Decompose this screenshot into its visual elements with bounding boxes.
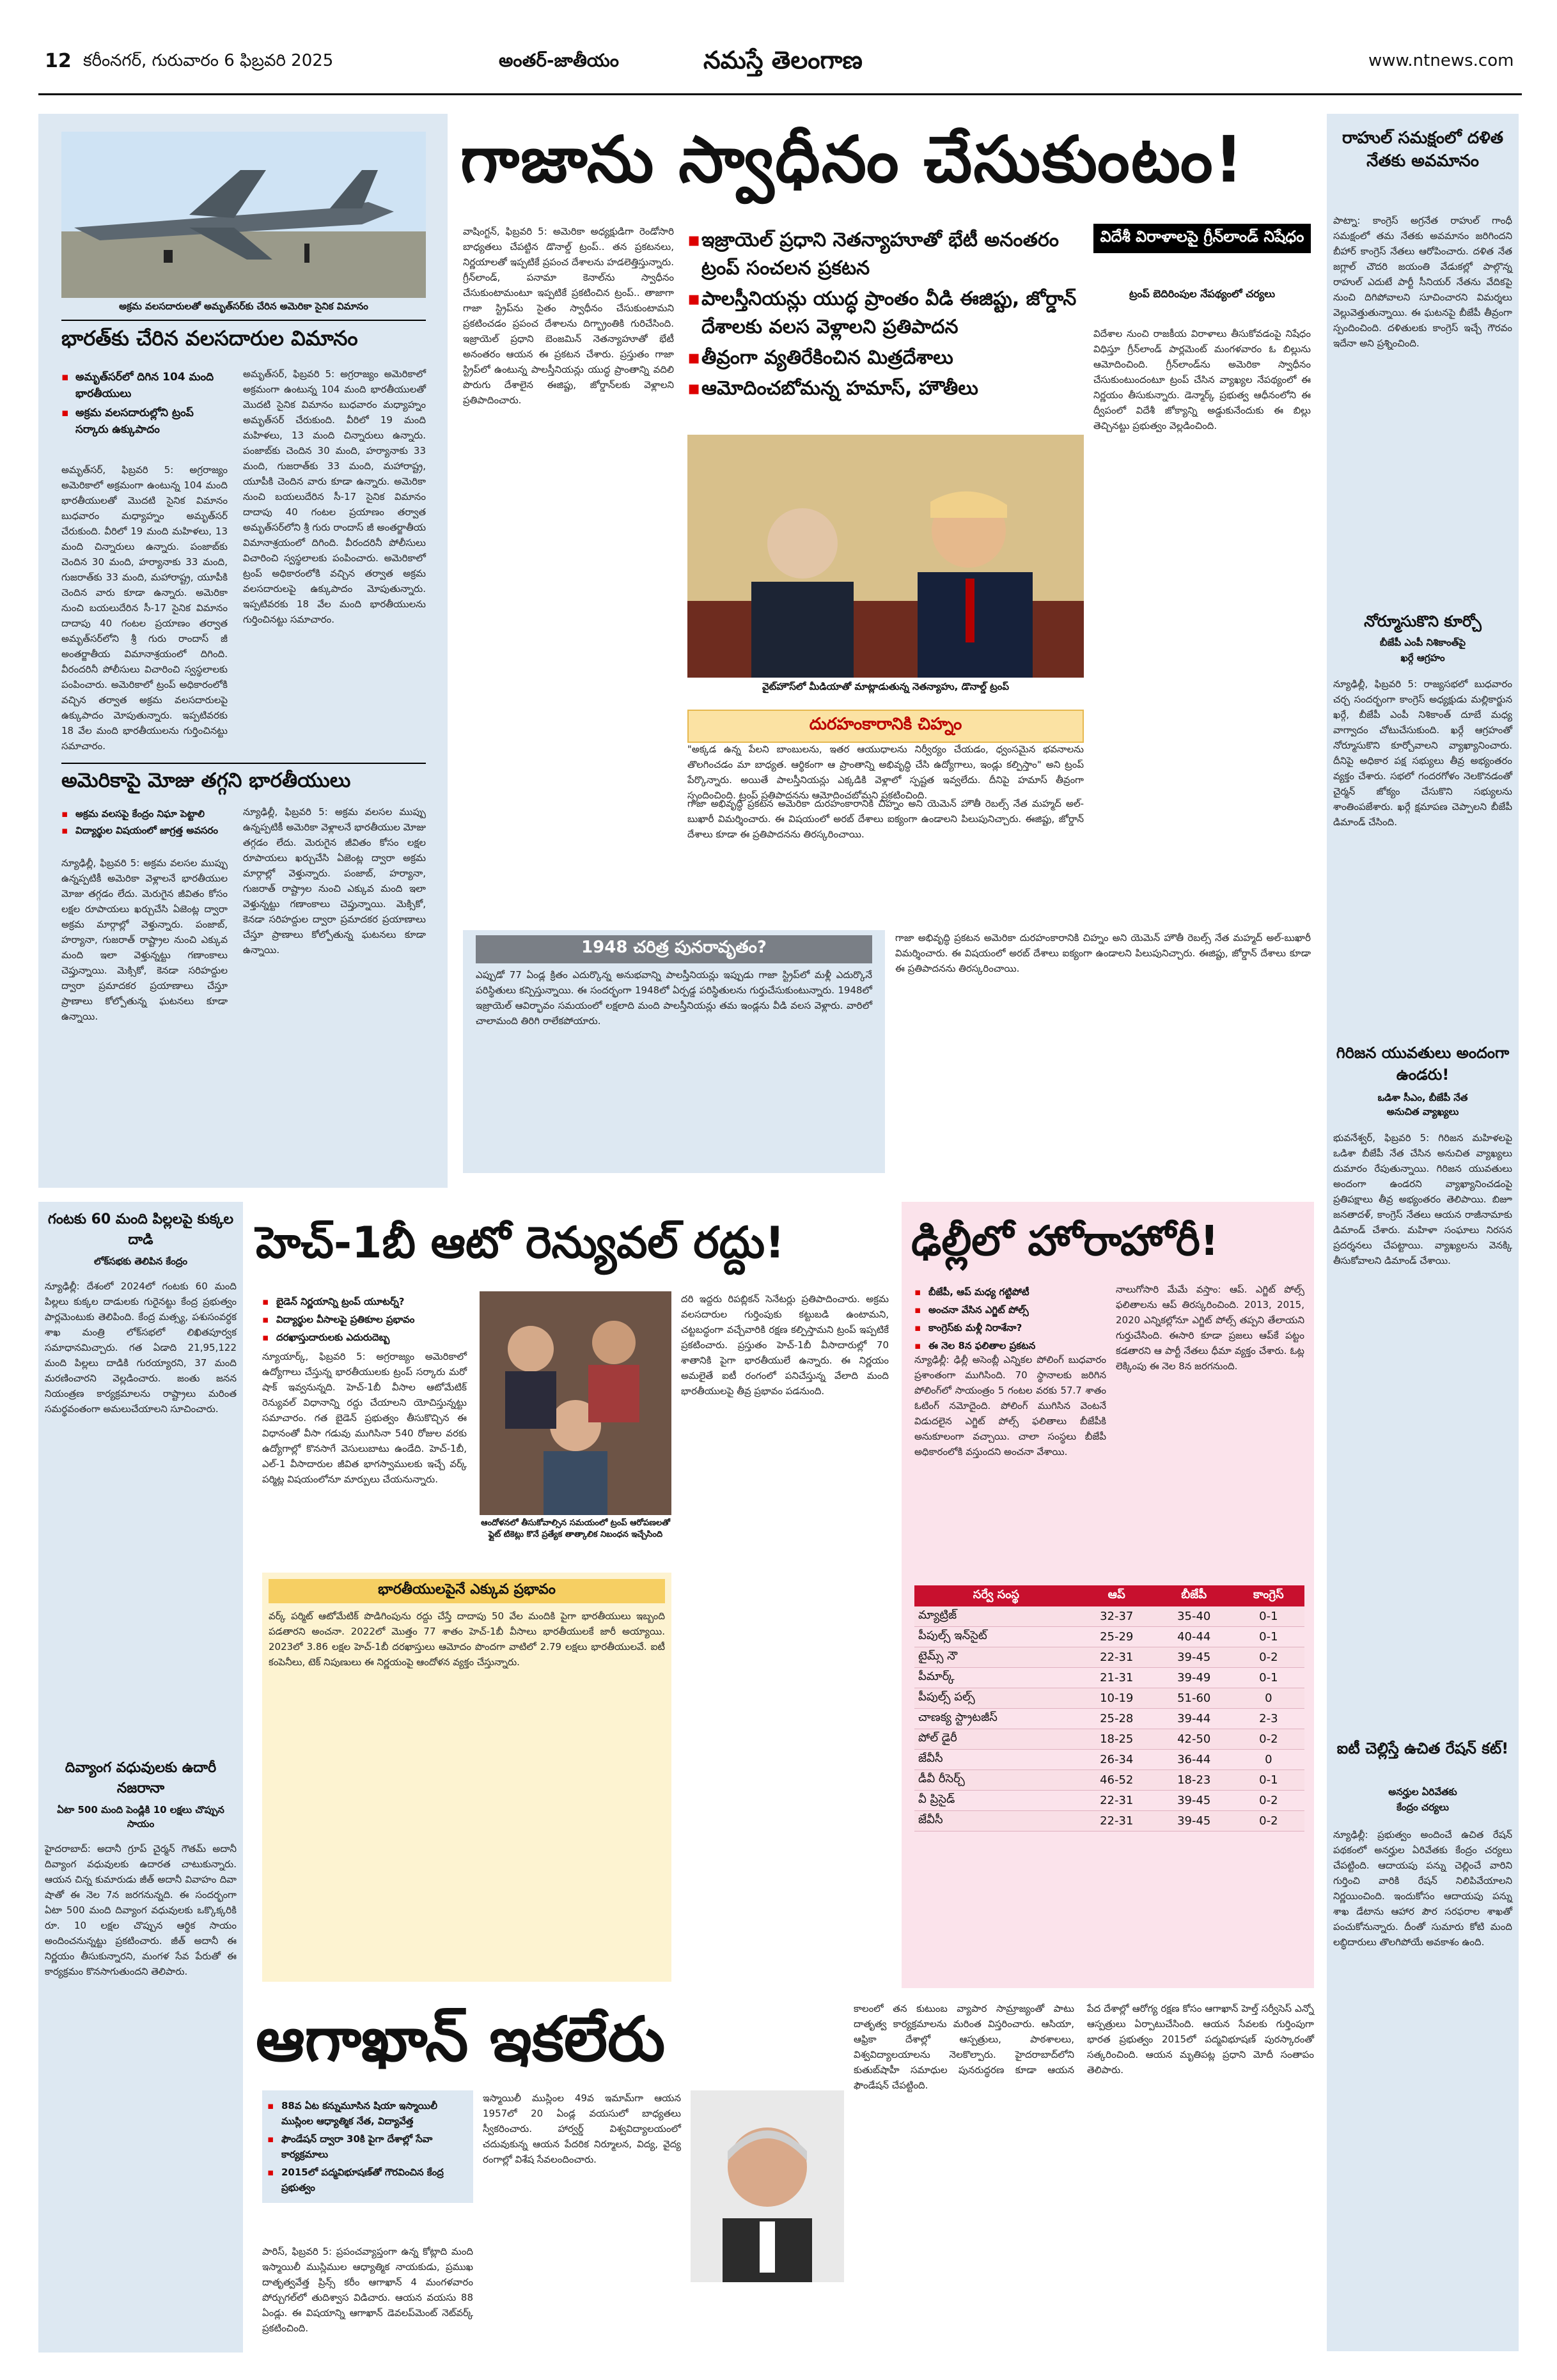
masthead-rule <box>38 93 1522 95</box>
bullet: ▪ 88వ ఏట కన్నుమూసిన షియా ఇస్మాయిలీ ముస్లింల ఆధ్యాత్మిక నేత, విద్యావేత్త <box>267 2098 468 2129</box>
right-column <box>1327 114 1519 2351</box>
h1b-box <box>262 1573 671 1982</box>
tribal-sub1: ఒడిశా సీఎం, బీజేపీ నేత <box>1377 1092 1468 1103</box>
poll-header-cell: సర్వే సంస్థ <box>914 1585 1078 1606</box>
poll-cell: 39-45 <box>1155 1811 1233 1832</box>
greenland-body: విదేశాల నుంచి రాజకీయ విరాళాలు తీసుకోవడంపై నిషేధం విధిస్తూ గ్రీన్‌లాండ్ పార్లమెంట్ మంగళవారం ఓ బిల్లును ఆమోదించింది. గ్రీన్‌లాండ్‌ను అమెరికా స్వాధీనం చేసుకుంటుందంటూ ట్రంప్ చేసిన వ్యాఖ్యల నేపథ్యంలో ఈ నిర్ణయం తీసుకున్నారు. డెన్మార్క్ ప్రభుత్వ ఆధీనంలోని ఈ ద్వీపంలో విదేశీ జోక్యాన్ని అడ్డుకునేందుకు ఈ బిల్లు తెచ్చినట్టు ప్రభుత్వం వెల్లడించింది. <box>1093 328 1311 432</box>
poll-cell: 39-45 <box>1155 1647 1233 1668</box>
poll-cell: 0-2 <box>1233 1647 1304 1668</box>
aga-body-right1: కాలంలో తన కుటుంబ వ్యాపార సామ్రాజ్యంతో పాటు దాతృత్వ కార్యక్రమాలను మరింత విస్తరించారు. ఆసియా, ఆఫ్రికా దేశాల్లో ఆస్పత్రులు, పాఠశాలలు, విశ్వవిద్యాలయాలను నెలకొల్పారు. హైదరాబాద్‌లోని కుతుబ్‌షాహీ సమాధుల పునరుద్ధరణ కూడా ఆయన ఫౌండేషన్ చేపట్టింది. <box>854 2003 1074 2091</box>
rahul-body: పాట్నా: కాంగ్రెస్ అగ్రనేత రాహుల్ గాంధీ సమక్షంలో తమ నేతకు అవమానం జరిగిందని బీహార్ కాంగ్రెస్ నేతలు ఆరోపించారు. దళిత నేత జగ్లాల్ చౌదరి జయంతి వేడుకల్లో పాల్గొన్న రాహుల్ ఎదుటే పార్టీ సీనియర్ నేతను వేదికపై నుంచి దిగిపోవాలని సూచించారని విమర్శలు వెల్లువెత్తుతున్నాయి. ఈ ఘటనపై బీజేపీ తీవ్రంగా స్పందించింది. దళితులకు కాంగ్రెస్ ఇచ్చే గౌరవం ఇదేనా అని ప్రశ్నించింది. <box>1333 215 1512 349</box>
poll-cell: 39-45 <box>1155 1791 1233 1811</box>
delhi-body-right: నాలుగోసారి మేమే వస్తాం: ఆప్. ఎగ్జిట్ పోల్స్ ఫలితాలను ఆప్ తిరస్కరించింది. 2013, 2015, 2020 ఎన్నికల్లోనూ ఎగ్జిట్ పోల్స్ తప్పని తేలాయని గుర్తుచేసింది. ఈసారి కూడా ప్రజలు ఆప్‌కే పట్టం కడతారని ఆ పార్టీ నేతలు ధీమా వ్యక్తం చేశారు. ఓట్ల లెక్కింపు ఈ నెల 8న జరగనుంది. <box>1116 1284 1304 1372</box>
poll-cell: 10-19 <box>1078 1688 1155 1709</box>
poll-cell: 42-50 <box>1155 1729 1233 1750</box>
students-photo-icon <box>480 1291 671 1515</box>
poll-cell: టైమ్స్ నౌ <box>914 1647 1078 1668</box>
bullet: ▪ ఆమోదించబోమన్న హమాస్, హౌతీలు <box>687 375 1084 403</box>
tribal-title: గిరిజన యువతులు అందంగా ఉండరు! <box>1336 1044 1510 1084</box>
america-headline: అమెరికాపై మోజు తగ్గని భారతీయులు <box>61 769 351 792</box>
h1b-red-box: భారతీయులపైనే ఎక్కువ ప్రభావం <box>269 1579 665 1603</box>
aga-khan-portrait-icon <box>691 2090 844 2282</box>
poll-cell: 0-1 <box>1233 1668 1304 1688</box>
poll-cell: చాణక్య స్ట్రాటజీస్ <box>914 1709 1078 1729</box>
gaza-body-lower: గాజా అభివృద్ధి ప్రకటన అమెరికా దురహంకారానికి చిహ్నం అని యెమెన్ హౌతీ రెబల్స్ నేత మహ్మద్ అల్-బుఖారీ విమర్శించారు. ఈ విషయంలో అరబ్ దేశాలు ఐక్యంగా ఉండాలని పిలుపునిచ్చారు. ఈజిప్టు, జోర్డాన్ దేశాలు కూడా ఈ ప్రతిపాదనను తిరస్కరించాయి. <box>687 798 1084 840</box>
poll-cell: డీవీ రీసెర్చ్ <box>914 1770 1078 1791</box>
divyanga-title: దివ్యాంగ వధువులకు ఉదారీ నజరానా <box>65 1760 217 1796</box>
poll-row <box>914 1606 1304 1627</box>
divyanga-subtitle: ఏటా 500 మంది పెండ్లికి 10 లక్షలు చొప్పున సాయం <box>57 1804 224 1830</box>
poll-cell: 0-2 <box>1233 1729 1304 1750</box>
poll-cell: 26-34 <box>1078 1750 1155 1770</box>
poll-cell: వీ ప్రిసైడ్ <box>914 1791 1078 1811</box>
leaders-photo-icon <box>687 435 1084 678</box>
poll-row <box>914 1750 1304 1770</box>
section-label: అంతర్-జాతీయం <box>499 50 619 71</box>
poll-row <box>914 1791 1304 1811</box>
poll-cell: 18-25 <box>1078 1729 1155 1750</box>
poll-header-cell: కాంగ్రెస్ <box>1233 1585 1304 1606</box>
poll-cell: 35-40 <box>1155 1606 1233 1627</box>
poll-cell: 21-31 <box>1078 1668 1155 1688</box>
masthead <box>38 45 1522 83</box>
poll-row <box>914 1688 1304 1709</box>
h1b-photo <box>480 1291 671 1515</box>
deport-body: అమృత్‌సర్, ఫిబ్రవరి 5: అగ్రరాజ్యం అమెరికాలో అక్రమంగా ఉంటున్న 104 మంది భారతీయులతో మొదటి సైనిక విమానం బుధవారం మధ్యాహ్నం అమృత్‌సర్ చేరుకుంది. వీరిలో 19 మంది మహిళలు, 13 మంది చిన్నారులు ఉన్నారు. పంజాబ్‌కు చెందిన 30 మంది, హర్యానాకు 33 మంది, గుజరాత్‌కు 33 మంది, మహారాష్ట్ర, యూపీకి చెందిన వారు కూడా ఉన్నారు. అమెరికా నుంచి బయలుదేరిన సీ-17 సైనిక విమానం దాదాపు 40 గంటల ప్రయాణం తర్వాత అమృత్‌సర్‌లోని శ్రీ గురు రాందాస్ జీ అంతర్జాతీయ విమానాశ్రయంలో దిగింది. వీరందరినీ పోలీసులు విచారించి స్వస్థలాలకు పంపించారు. అమెరికాలో ట్రంప్ అధికారంలోకి వచ్చిన తర్వాత అక్రమ వలసదారులపై ఉక్కుపాదం మోపుతున్నారు. ఇప్పటివరకు 18 వేల మంది భారతీయులను గుర్తించినట్టు సమాచారం. <box>61 464 228 752</box>
bullet: ▪ అక్రమ వలసపై కేంద్రం నిఘా పెట్టాలి <box>61 807 228 821</box>
kukka-subtitle: లోక్‌సభకు తెలిపిన కేంద్రం <box>93 1256 188 1267</box>
gaza-body-left: వాషింగ్టన్, ఫిబ్రవరి 5: అమెరికా అధ్యక్షుడిగా రెండోసారి బాధ్యతలు చేపట్టిన డొనాల్డ్ ట్రంప్.. తన ప్రకటనలు, నిర్ణయాలతో ఇప్పటికే ప్రపంచ దేశాలను హడలెత్తిస్తున్నారు. గ్రీన్‌లాండ్, పనామా కెనాల్‌ను స్వాధీనం చేసుకుంటామంటూ ఇప్పటికే ప్రకటించిన ట్రంప్.. తాజాగా గాజా స్ట్రిప్‌ను సైతం స్వాధీనం చేసుకుంటామని ప్రకటించడం ప్రపంచ దేశాలను దిగ్భ్రాంతికి గురిచేసింది. ఇజ్రాయెల్ ప్రధాని బెంజమిన్ నెతన్యాహూతో భేటీ అనంతరం ఆయన ఈ ప్రకటన చేశారు. ప్రస్తుతం గాజా స్ట్రిప్‌లో ఉంటున్న పాలస్తీనియన్లు యుద్ధ ప్రాంతాన్ని వదిలి పొరుగు దేశాలైన ఈజిప్టు, జోర్డాన్‌లకు వెళ్లాలని ప్రతిపాదించారు. <box>463 226 674 406</box>
kharge-body: న్యూఢిల్లీ, ఫిబ్రవరి 5: రాజ్యసభలో బుధవారం చర్చ సందర్భంగా కాంగ్రెస్ అధ్యక్షుడు మల్లికార్జున ఖర్గే, బీజేపీ ఎంపీ నిశికాంత్ దూబే మధ్య వాగ్వాదం చోటుచేసుకుంది. ఖర్గే ఆగ్రహంతో నోర్మూసుకొని కూర్చోవాలని వ్యాఖ్యానించారు. దీనిపై అధికార పక్ష సభ్యులు తీవ్ర అభ్యంతరం వ్యక్తం చేశారు. సభలో గందరగోళం నెలకొనడంతో చైర్మన్ జోక్యం చేసుకొని సభ్యులను శాంతింపజేశారు. ఖర్గే క్షమాపణ చెప్పాలని బీజేపీ డిమాండ్ చేసింది. <box>1333 678 1512 828</box>
poll-cell: పోల్ డైరీ <box>914 1729 1078 1750</box>
ration-title: ఐటీ చెల్లిస్తే ఉచిత రేషన్ కట్! <box>1336 1739 1509 1757</box>
poll-cell: మ్యాట్రిజ్ <box>914 1606 1078 1627</box>
bullet: ▪ తీవ్రంగా వ్యతిరేకించిన మిత్రదేశాలు <box>687 344 1084 372</box>
aga-body-left: పారిస్, ఫిబ్రవరి 5: ప్రపంచవ్యాప్తంగా ఉన్న కోట్లాది మంది ఇస్మాయిలీ ముస్లిముల ఆధ్యాత్మిక నాయకుడు, ప్రముఖ దాతృత్వవేత్త ప్రిన్స్ కరీం ఆగాఖాన్ 4 మంగళవారం పోర్చుగల్‌లో తుదిశ్వాస విడిచారు. ఆయన వయసు 88 ఏండ్లు. ఈ విషయాన్ని ఆగాఖాన్ డెవలప్‌మెంట్ నెట్‌వర్క్ ప్రకటించింది. <box>262 2246 473 2334</box>
gaza-bullets <box>687 224 1084 405</box>
aga-body-mid: ఇస్మాయిలీ ముస్లింల 49వ ఇమామ్‌గా ఆయన 1957లో 20 ఏండ్ల వయసులో బాధ్యతలు స్వీకరించారు. హార్వర్డ్ విశ్వవిద్యాలయంలో చదువుకున్న ఆయన పేదరిక నిర్మూలన, విద్య, వైద్య రంగాల్లో విశేష సేవలందించారు. <box>483 2092 681 2165</box>
aga-body-right2: పేద దేశాల్లో ఆరోగ్య రక్షణ కోసం ఆగాఖాన్ హెల్త్ సర్వీసెస్ ఎన్నో ఆస్పత్రులు ఏర్పాటుచేసింది. ఆయన సేవలకు గుర్తింపుగా భారత ప్రభుత్వం 2015లో పద్మవిభూషణ్ పురస్కారంతో సత్కరించింది. ఆయన మృతిపట్ల ప్రధాని మోదీ సంతాపం తెలిపారు. <box>1087 2003 1314 2076</box>
poll-cell: 0-1 <box>1233 1627 1304 1647</box>
bullet: ▪ కాంగ్రెస్‌కు మళ్లీ నిరాశేనా? <box>914 1320 1106 1335</box>
poll-row <box>914 1770 1304 1791</box>
history-header: 1948 చరిత్ర పునరావృతం? <box>476 935 872 963</box>
poll-cell: పీపుల్స్ ఇన్‌సైట్ <box>914 1627 1078 1647</box>
poll-cell: 39-49 <box>1155 1668 1233 1688</box>
bullet: ▪ విద్యార్థుల విషయంలో జాగ్రత్త అవసరం <box>61 823 228 837</box>
bullet: ▪ అక్రమ వలసదారుల్లోని ట్రంప్ సర్కారు ఉక్కుపాదం <box>61 405 228 438</box>
poll-header-cell: బీజేపీ <box>1155 1585 1233 1606</box>
page-number: 12 <box>45 50 72 72</box>
poll-cell: 0-2 <box>1233 1791 1304 1811</box>
poll-cell: 2-3 <box>1233 1709 1304 1729</box>
poll-cell: 22-31 <box>1078 1811 1155 1832</box>
poll-cell: పీపుల్స్ పల్స్ <box>914 1688 1078 1709</box>
dateline: కరీంనగర్, గురువారం 6 ఫిబ్రవరి 2025 <box>83 51 334 70</box>
h1b-body: న్యూయార్క్, ఫిబ్రవరి 5: అగ్రరాజ్యం అమెరికాలో ఉద్యోగాలు చేస్తున్న భారతీయులకు ట్రంప్ సర్కారు మరో షాక్ ఇవ్వనున్నది. హెచ్-1బీ వీసాల ఆటోమేటిక్ రెన్యువల్ విధానాన్ని రద్దు చేయాలని యోచిస్తున్నట్టు సమాచారం. గత బైడెన్ ప్రభుత్వం తీసుకొచ్చిన ఈ విధానంతో వీసా గడువు ముగిసినా 540 రోజుల వరకు ఉద్యోగాల్లో కొనసాగే వెసులుబాటు ఉండేది. హెచ్-1బీ, ఎల్-1 వీసాదారుల జీవిత భాగస్వాములకు ఇచ్చే వర్క్ పర్మిట్ల విషయంలోనూ మార్పులు చేయనున్నారు. <box>262 1351 467 1485</box>
bullet: ▪ ఇజ్రాయెల్ ప్రధాని నెతన్యాహూతో భేటీ అనంతరం ట్రంప్ సంచలన ప్రకటన <box>687 226 1084 283</box>
poll-row <box>914 1709 1304 1729</box>
rahul-title: రాహుల్ సమక్షంలో దళిత నేతకు అవమానం <box>1342 128 1503 171</box>
deport-body-cont: అమృత్‌సర్, ఫిబ్రవరి 5: అగ్రరాజ్యం అమెరికాలో అక్రమంగా ఉంటున్న 104 మంది భారతీయులతో మొదటి సైనిక విమానం బుధవారం మధ్యాహ్నం అమృత్‌సర్ చేరుకుంది. వీరిలో 19 మంది మహిళలు, 13 మంది చిన్నారులు ఉన్నారు. పంజాబ్‌కు చెందిన 30 మంది, హర్యానాకు 33 మంది, గుజరాత్‌కు 33 మంది, మహారాష్ట్ర, యూపీకి చెందిన వారు కూడా ఉన్నారు. అమెరికా నుంచి బయలుదేరిన సీ-17 సైనిక విమానం దాదాపు 40 గంటల ప్రయాణం తర్వాత అమృత్‌సర్‌లోని శ్రీ గురు రాందాస్ జీ అంతర్జాతీయ విమానాశ్రయంలో దిగింది. వీరందరినీ పోలీసులు విచారించి స్వస్థలాలకు పంపించారు. అమెరికాలో ట్రంప్ అధికారంలోకి వచ్చిన తర్వాత అక్రమ వలసదారులపై ఉక్కుపాదం మోపుతున్నారు. ఇప్పటివరకు 18 వేల మంది భారతీయులను గుర్తించినట్టు సమాచారం. <box>243 368 426 625</box>
kukka-body: న్యూఢిల్లీ: దేశంలో 2024లో గంటకు 60 మంది పిల్లలు కుక్కల దాడులకు గురైనట్టు కేంద్ర ప్రభుత్వం పార్లమెంటుకు తెలిపింది. కేంద్ర మత్స్య, పశుసంవర్ధక శాఖ మంత్రి లోక్‌సభలో లిఖితపూర్వక సమాధానమిచ్చారు. గత ఏడాది 21,95,122 మంది పిల్లలు దాడికి గురయ్యారని, 37 మంది మరణించారని వెల్లడించారు. జంతు జనన నియంత్రణ కార్యక్రమాలను రాష్ట్రాలు మరింత సమర్థవంతంగా అమలుచేయాలని సూచించారు. <box>45 1280 237 1415</box>
website[interactable]: www.ntnews.com <box>1368 51 1514 70</box>
plane-icon <box>61 132 426 298</box>
poll-cell: 0 <box>1233 1750 1304 1770</box>
poll-cell: జేవీసీ <box>914 1750 1078 1770</box>
gaza-body-mid: "అక్కడ ఉన్న పేలని బాంబులను, ఇతర ఆయుధాలను నిర్వీర్యం చేయడం, ధ్వంసమైన భవనాలను తొలగించడం మా బాధ్యత. ఆర్థికంగా ఆ ప్రాంతాన్ని అభివృద్ధి చేసి ఉద్యోగాలు, ఇండ్లు కల్పిస్తాం" అని ట్రంప్ పేర్కొన్నారు. అయితే పాలస్తీనియన్లు ఎక్కడికి వెళ్లాలో స్పష్టత ఇవ్వలేదు. దీనిపై హమాస్ తీవ్రంగా స్పందించింది. ట్రంప్ ప్రతిపాదనను ఆమోదించబోమని ప్రకటించింది. <box>687 743 1084 801</box>
bullet: ▪ బీజేపీ, ఆప్ మధ్య గట్టిపోటీ <box>914 1284 1106 1300</box>
poll-cell: 25-29 <box>1078 1627 1155 1647</box>
poll-cell: 22-31 <box>1078 1647 1155 1668</box>
rule <box>61 763 426 764</box>
tribal-sub2: అనుచిత వ్యాఖ్యలు <box>1386 1106 1459 1117</box>
poll-row <box>914 1647 1304 1668</box>
poll-cell: జేవీసీ <box>914 1811 1078 1832</box>
poll-cell: 0 <box>1233 1688 1304 1709</box>
kharge-sub2: ఖర్గే ఆగ్రహం <box>1400 652 1445 664</box>
poll-cell: 25-28 <box>1078 1709 1155 1729</box>
poll-row <box>914 1729 1304 1750</box>
poll-cell: 46-52 <box>1078 1770 1155 1791</box>
aga-photo <box>691 2090 844 2282</box>
history-body: ఎప్పుడో 77 ఏండ్ల క్రితం ఎదుర్కొన్న అనుభవాన్ని పాలస్తీనియన్లు ఇప్పుడు గాజా స్ట్రిప్‌లో మళ్లీ ఎదుర్కొనే పరిస్థితులు కన్పిస్తున్నాయి. ఈ సందర్భంగా 1948లో ఏర్పడ్డ పరిస్థితులను గుర్తుచేసుకుంటున్నారు. 1948లో ఇజ్రాయెల్ ఆవిర్భావం సమయంలో లక్షలాది మంది పాలస్తీనియన్లు తమ ఇండ్లను వీడి వలస వెళ్లారు. వారిలో చాలామంది తిరిగి రాలేకపోయారు. <box>476 969 872 1027</box>
gaza-body-right: గాజా అభివృద్ధి ప్రకటన అమెరికా దురహంకారానికి చిహ్నం అని యెమెన్ హౌతీ రెబల్స్ నేత మహ్మద్ అల్-బుఖారీ విమర్శించారు. ఈ విషయంలో అరబ్ దేశాలు ఐక్యంగా ఉండాలని పిలుపునిచ్చారు. ఈజిప్టు, జోర్డాన్ దేశాలు కూడా ఈ ప్రతిపాదనను తిరస్కరించాయి. <box>895 932 1311 974</box>
poll-cell: 18-23 <box>1155 1770 1233 1791</box>
bullet: ▪ అంచనా వేసిన ఎగ్జిట్ పోల్స్ <box>914 1302 1106 1318</box>
delhi-body-left: న్యూఢిల్లీ: ఢిల్లీ అసెంబ్లీ ఎన్నికల పోలింగ్ బుధవారం ప్రశాంతంగా ముగిసింది. 70 స్థానాలకు జరిగిన పోలింగ్‌లో సాయంత్రం 5 గంటల వరకు 57.7 శాతం ఓటింగ్ నమోదైంది. పోలింగ్ ముగిసిన వెంటనే విడుదలైన ఎగ్జిట్ పోల్స్ ఫలితాలు బీజేపీకి అనుకూలంగా వచ్చాయి. చాలా సంస్థలు బీజేపీ అధికారంలోకి వస్తుందని అంచనా వేశాయి. <box>914 1354 1106 1458</box>
delhi-headline: ఢిల్లీలో హోరాహోరీ! <box>911 1218 1219 1265</box>
bullet: ▪ దరఖాస్తుదారులకు ఎదురుదెబ్బ <box>262 1330 467 1345</box>
america-body-cont: న్యూఢిల్లీ, ఫిబ్రవరి 5: అక్రమ వలసల ముప్పు ఉన్నప్పటికీ అమెరికా వెళ్లాలనే భారతీయుల మోజు తగ్గడం లేదు. మెరుగైన జీవితం కోసం లక్షల రూపాయలు ఖర్చుచేసి ఏజెంట్ల ద్వారా అక్రమ మార్గాల్లో వెళ్తున్నారు. పంజాబ్, హర్యానా, గుజరాత్ రాష్ట్రాల నుంచి ఎక్కువ మంది ఇలా వెళ్తున్నట్టు గణాంకాలు చెప్తున్నాయి. మెక్సికో, కెనడా సరిహద్దుల ద్వారా ప్రమాదకర ప్రయాణాలు చేస్తూ ప్రాణాలు కోల్పోతున్న ఘటనలు కూడా ఉన్నాయి. <box>243 806 426 956</box>
poll-header-cell: ఆప్ <box>1078 1585 1155 1606</box>
deport-bullets <box>61 366 228 440</box>
poll-cell: 51-60 <box>1155 1688 1233 1709</box>
ration-sub2: కేంద్రం చర్యలు <box>1397 1801 1449 1813</box>
america-bullets <box>61 804 228 840</box>
h1b-body-right: దరి ఇద్దరు రిపబ్లికన్ సెనేటర్లు ప్రతిపాదించారు. అక్రమ వలసదారుల గుర్తింపుకు కట్టుబడి ఉంటామని, చట్టబద్ధంగా వచ్చేవారికి రక్షణ కల్పిస్తామని ట్రంప్ ఇప్పటికే ప్రకటించారు. ప్రస్తుతం హెచ్-1బీ వీసాదారుల్లో 70 శాతానికి పైగా భారతీయులే ఉన్నారు. ఈ నిర్ణయం అమలైతే ఐటీ రంగంలో పనిచేస్తున్న వేలాది మంది భారతీయులపై తీవ్ర ప్రభావం పడనుంది. <box>681 1293 889 1397</box>
ration-body: న్యూఢిల్లీ: ప్రభుత్వం అందించే ఉచిత రేషన్ పథకంలో అనర్హుల ఏరివేతకు కేంద్రం చర్యలు చేపట్టింది. ఆదాయపు పన్ను చెల్లించే వారిని గుర్తించి వారికి రేషన్ నిలిపివేయాలని నిర్ణయించింది. ఇందుకోసం ఆదాయపు పన్ను శాఖ డేటాను ఆహార పౌర సరఫరాల శాఖతో పంచుకోనున్నారు. దీంతో సుమారు కోటి మంది లబ్ధిదారులు తొలగిపోయే అవకాశం ఉంది. <box>1333 1829 1512 1948</box>
divyanga-body: హైదరాబాద్: అదానీ గ్రూప్ చైర్మన్ గౌతమ్ అదానీ దివ్యాంగ వధువులకు ఉదారత చాటుకున్నారు. ఆయన చిన్న కుమారుడు జీత్ అదానీ వివాహం దివా షాతో ఈ నెల 7న జరగనున్నది. ఈ సందర్భంగా ఏటా 500 మంది దివ్యాంగ వధువులకు ఒక్కొక్కరికి రూ. 10 లక్షల చొప్పున ఆర్థిక సాయం అందించనున్నట్టు ప్రకటించారు. జీత్ అదానీ ఈ నిర్ణయం తీసుకున్నారని, మంగళ సేవ పేరుతో ఈ కార్యక్రమం కొనసాగుతుందని తెలిపారు. <box>45 1843 237 1977</box>
poll-cell: 0-2 <box>1233 1811 1304 1832</box>
plane-photo <box>61 132 426 298</box>
greenland-box <box>1093 224 1311 901</box>
poll-cell: 32-37 <box>1078 1606 1155 1627</box>
gaza-photo <box>687 435 1084 678</box>
bullet: ▪ అమృత్‌సర్‌లో దిగిన 104 మంది భారతీయులు <box>61 369 228 402</box>
poll-cell: 0-1 <box>1233 1606 1304 1627</box>
poll-cell: 36-44 <box>1155 1750 1233 1770</box>
ration-sub1: అనర్హుల ఏరివేతకు <box>1388 1786 1457 1798</box>
bullet: ▪ 2015లో పద్మవిభూషణ్‌తో గౌరవించిన కేంద్ర ప్రభుత్వం <box>267 2165 468 2195</box>
plane-photo-caption: అక్రమ వలసదారులతో అమృత్‌సర్‌కు చేరిన అమెరికా సైనిక విమానం <box>119 300 368 312</box>
delhi-section <box>902 1202 1314 1988</box>
poll-cell: 0-1 <box>1233 1770 1304 1791</box>
history-box <box>463 930 885 1173</box>
bullet: ▪ ఫౌండేషన్ ద్వారా 30కి పైగా దేశాల్లో సేవా కార్యక్రమాలు <box>267 2131 468 2162</box>
kharge-title: నోర్మూసుకొని కూర్చో <box>1364 612 1482 630</box>
tribal-body: భువనేశ్వర్, ఫిబ్రవరి 5: గిరిజన మహిళలపై ఒడిశా బీజేపీ నేత చేసిన అనుచిత వ్యాఖ్యలు దుమారం రేపుతున్నాయి. గిరిజన యువతులు అందంగా ఉండరని వ్యాఖ్యానించడంపై ప్రతిపక్షాలు తీవ్ర అభ్యంతరం తెలిపాయి. బిజూ జనతాదళ్, కాంగ్రెస్ నేతలు ఆయన రాజీనామాకు డిమాండ్ చేశారు. మహిళా సంఘాలు నిరసన ప్రదర్శనలు చేపట్టాయి. వ్యాఖ్యలను వెనక్కి తీసుకోవాలని డిమాండ్ చేశాయి. <box>1333 1132 1512 1266</box>
exit-poll-table <box>914 1585 1304 1832</box>
poll-cell: 40-44 <box>1155 1627 1233 1647</box>
poll-row <box>914 1811 1304 1832</box>
gaza-red-box: దురహంకారానికి చిహ్నం <box>687 710 1084 743</box>
kukka-section <box>38 1202 243 2353</box>
gaza-headline: గాజాను స్వాధీనం చేసుకుంటం! <box>460 122 1245 197</box>
poll-row <box>914 1627 1304 1647</box>
paper-name: నమస్తే తెలంగాణ <box>703 46 863 74</box>
poll-row <box>914 1668 1304 1688</box>
h1b-bullets <box>262 1291 467 1348</box>
america-body: న్యూఢిల్లీ, ఫిబ్రవరి 5: అక్రమ వలసల ముప్పు ఉన్నప్పటికీ అమెరికా వెళ్లాలనే భారతీయుల మోజు తగ్గడం లేదు. మెరుగైన జీవితం కోసం లక్షల రూపాయలు ఖర్చుచేసి ఏజెంట్ల ద్వారా అక్రమ మార్గాల్లో వెళ్తున్నారు. పంజాబ్, హర్యానా, గుజరాత్ రాష్ట్రాల నుంచి ఎక్కువ మంది ఇలా వెళ్తున్నట్టు గణాంకాలు చెప్తున్నాయి. మెక్సికో, కెనడా సరిహద్దుల ద్వారా ప్రమాదకర ప్రయాణాలు చేస్తూ ప్రాణాలు కోల్పోతున్న ఘటనలు కూడా ఉన్నాయి. <box>61 857 228 1022</box>
bullet: ▪ పాలస్తీనియన్లు యుద్ధ ప్రాంతం వీడి ఈజిప్టు, జోర్డాన్ దేశాలకు వలస వెళ్లాలని ప్రతిపాదన <box>687 285 1084 341</box>
h1b-box-body: వర్క్ పర్మిట్ ఆటోమేటిక్ పొడిగింపును రద్దు చేస్తే దాదాపు 50 వేల మందికి పైగా భారతీయులు ఇబ్బంది పడతారని అంచనా. 2022లో మొత్తం 77 శాతం హెచ్-1బీ వీసాలు భారతీయులకే జారీ అయ్యాయి. 2023లో 3.86 లక్షల హెచ్-1బీ దరఖాస్తులు ఆమోదం పొందగా వాటిలో 2.79 లక్షలు భారతీయులవే. ఐటీ కంపెనీలు, టెక్ నిపుణులు ఈ నిర్ణయంపై ఆందోళన వ్యక్తం చేస్తున్నారు. <box>269 1610 665 1668</box>
kharge-sub1: బీజేపీ ఎంపీ నిశికాంత్‌పై <box>1379 637 1466 648</box>
aga-bullets <box>262 2090 473 2203</box>
deport-headline: భారత్‌కు చేరిన వలసదారుల విమానం <box>61 326 358 350</box>
bullet: ▪ బైడెన్ నిర్ణయాన్ని ట్రంప్ యూటర్న్? <box>262 1294 467 1309</box>
rule <box>61 320 426 321</box>
kukka-title: గంటకు 60 మంది పిల్లలపై కుక్కల దాడి <box>47 1211 234 1248</box>
h1b-headline: హెచ్-1బీ ఆటో రెన్యువల్ రద్దు! <box>256 1218 785 1268</box>
delhi-bullets <box>914 1282 1106 1356</box>
poll-cell: 39-44 <box>1155 1709 1233 1729</box>
bullet: ▪ విద్యార్థుల వీసాలపై ప్రతికూల ప్రభావం <box>262 1312 467 1327</box>
h1b-photo-caption: ఆందోళనలో తీసుకోవాల్సిన సమయంలో ట్రంప్ ఆరోపణలతో ఫ్లైట్ టికెట్లు కొనే ప్రత్యేక తాత్కాలిక నిబంధన ఇచ్చేసింది <box>481 1518 670 1539</box>
poll-cell: పీమార్క్ <box>914 1668 1078 1688</box>
greenland-subtitle: ట్రంప్ బెదిరింపుల నేపథ్యంలో చర్యలు <box>1129 288 1275 300</box>
bullet: ▪ ఈ నెల 8న ఫలితాల ప్రకటన <box>914 1338 1106 1353</box>
aga-headline: ఆగాఖాన్ ఇకలేరు <box>256 2003 666 2075</box>
greenland-title: విదేశీ విరాళాలపై గ్రీన్‌లాండ్ నిషేధం <box>1093 224 1311 253</box>
deport-section <box>38 114 448 1188</box>
gaza-photo-caption: వైట్‌హౌస్‌లో మీడియాతో మాట్లాడుతున్న నెతన్యాహు, డొనాల్డ్ ట్రంప్ <box>762 681 1010 692</box>
poll-cell: 22-31 <box>1078 1791 1155 1811</box>
